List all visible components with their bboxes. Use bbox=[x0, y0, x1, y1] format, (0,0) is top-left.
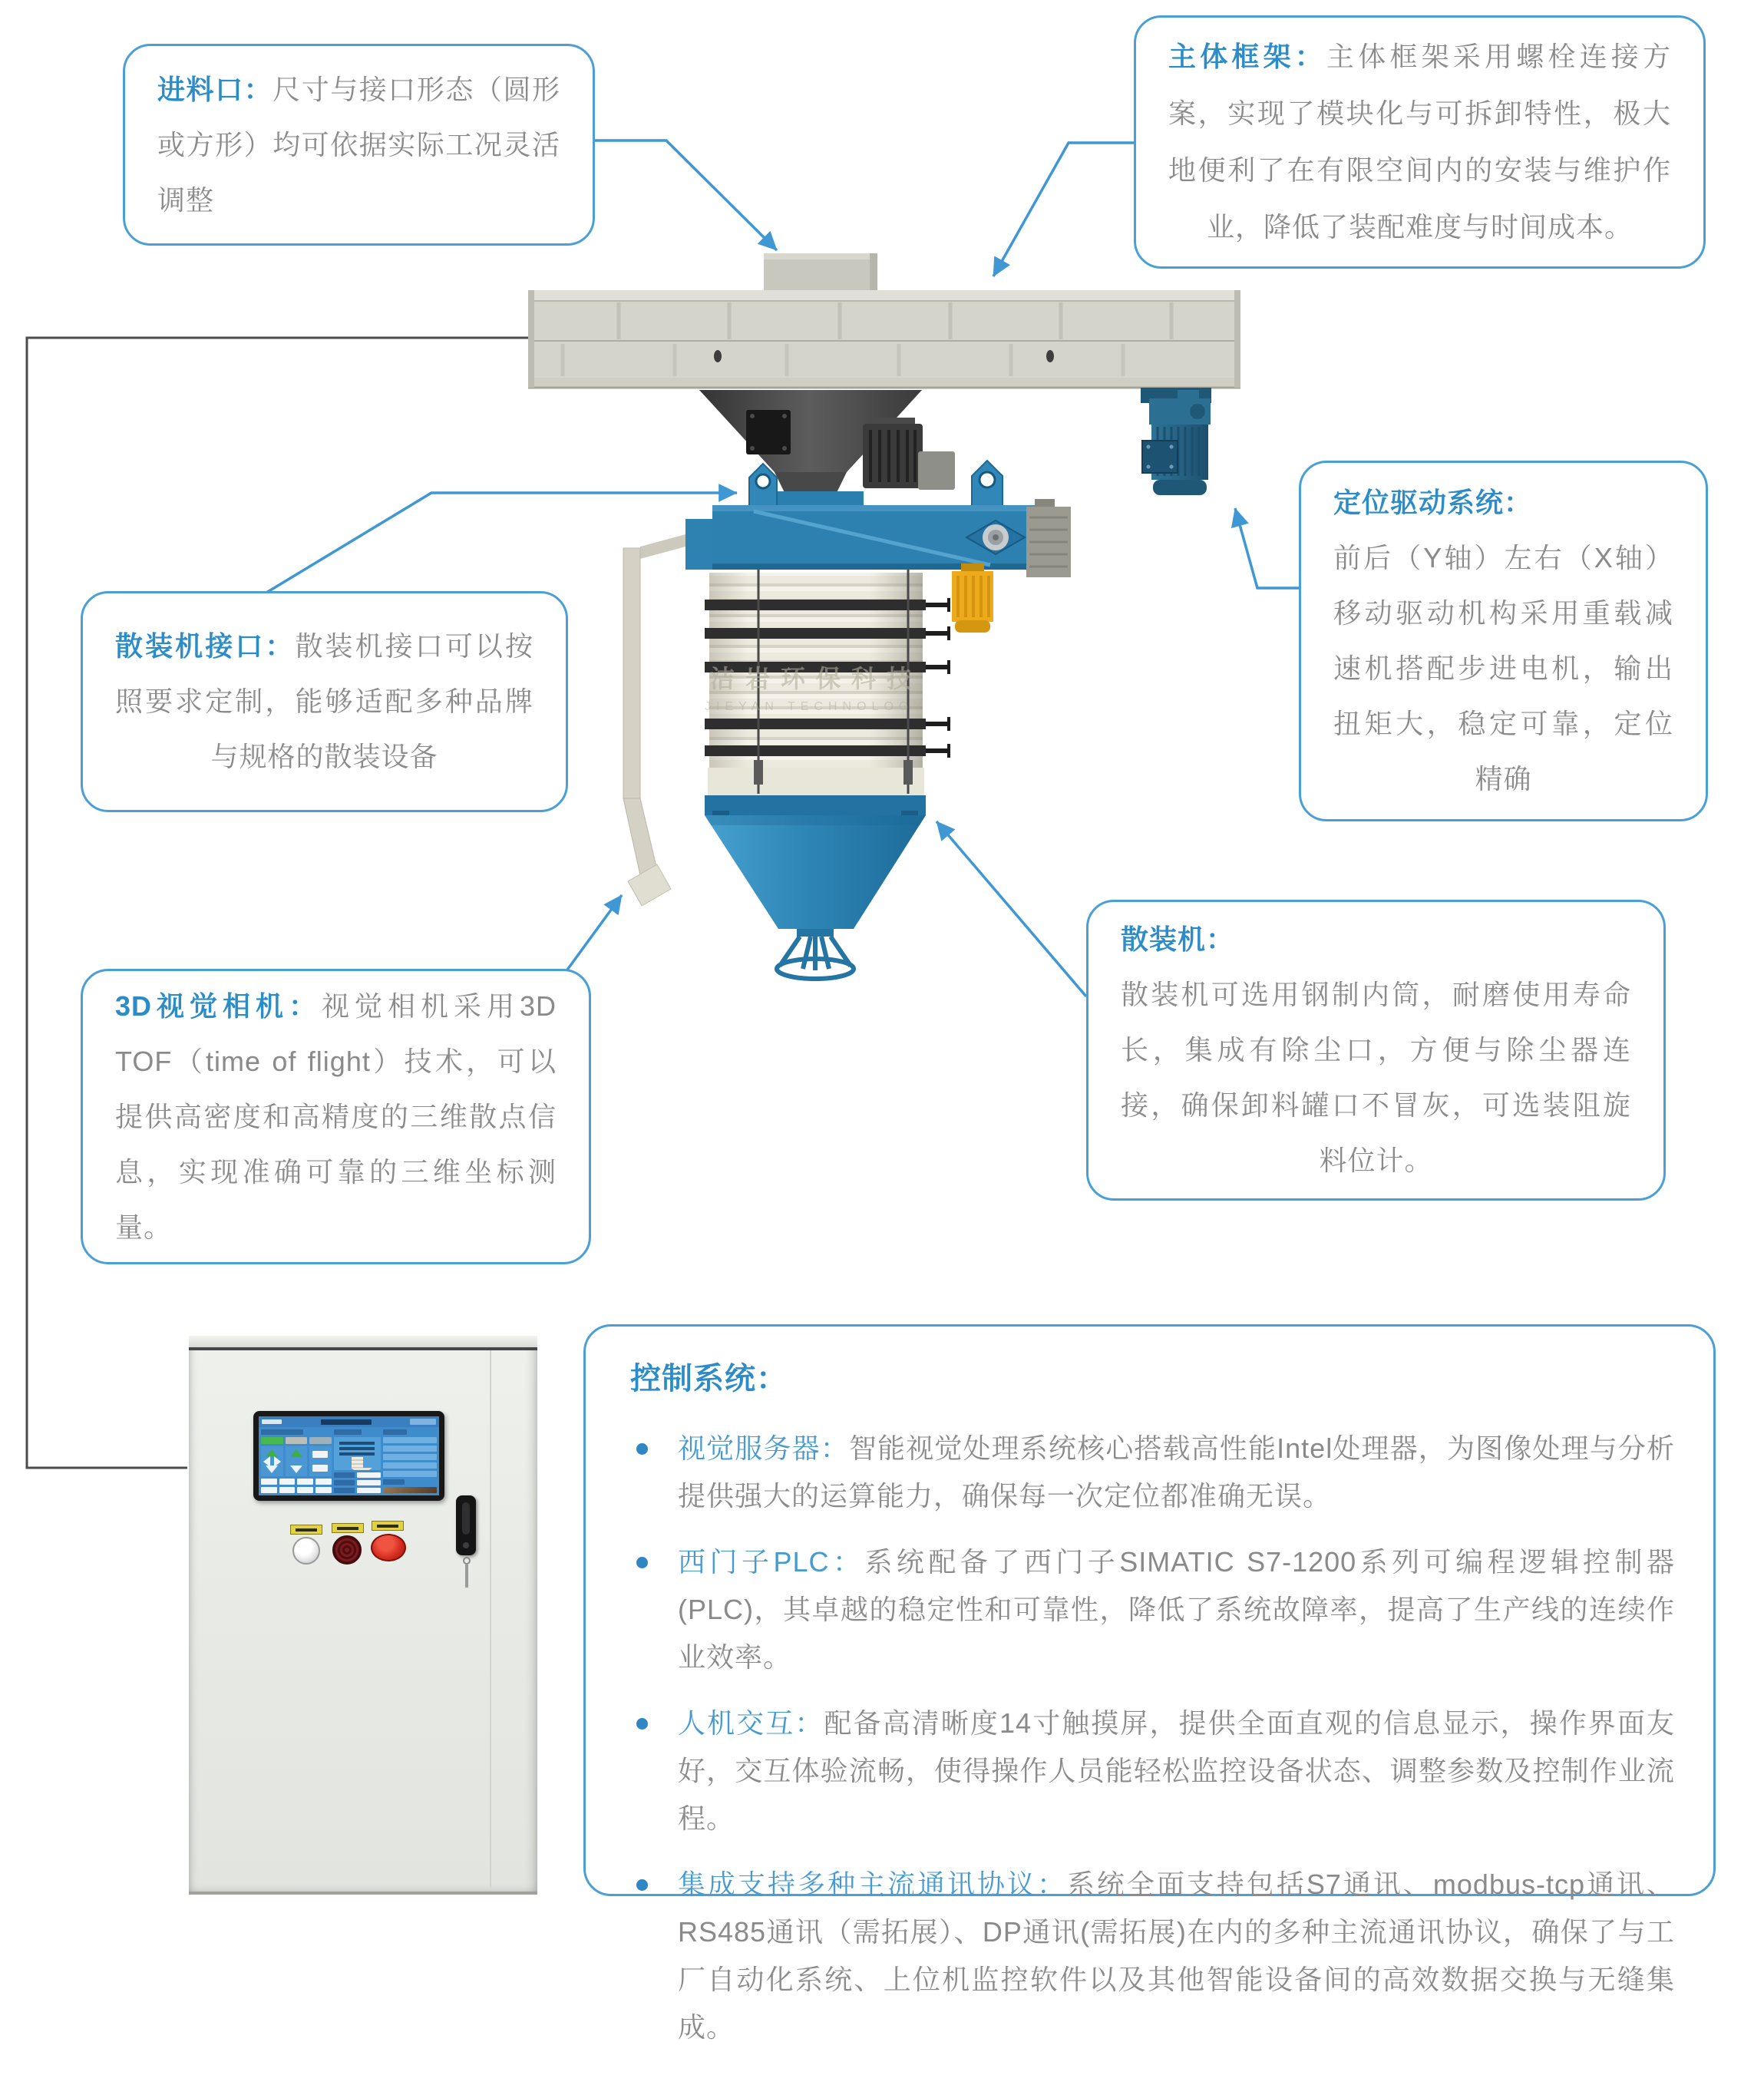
hmi-camera-photo bbox=[383, 1487, 437, 1493]
leader-positioning-drive bbox=[1235, 508, 1299, 588]
beam-hole bbox=[714, 350, 722, 362]
callout-title: 散装机接口： bbox=[115, 630, 296, 662]
door-key bbox=[463, 1557, 471, 1591]
bullet-siemens-plc: 西门子PLC：系统配备了西门子SIMATIC S7-1200系列可编程逻辑控制器(PLC)，其卓越的稳定性和可靠性，降低了系统故障率，提高了生产线的连续作业效率。 bbox=[630, 1538, 1675, 1681]
hmi-panel-status bbox=[383, 1429, 437, 1493]
callout-control-system bbox=[583, 1324, 1716, 2043]
cabinet-lid bbox=[189, 1336, 537, 1347]
callout-title: 3D视觉相机： bbox=[115, 990, 322, 1022]
leader-main-frame bbox=[993, 143, 1134, 276]
power-button-white bbox=[292, 1537, 320, 1565]
door-handle bbox=[456, 1495, 476, 1555]
discharge-cage bbox=[777, 929, 854, 979]
callout-bulk-interface bbox=[81, 591, 568, 812]
left-mount-plate bbox=[685, 519, 716, 570]
hmi-touchscreen bbox=[253, 1411, 444, 1501]
callout-title: 散装机： bbox=[1121, 924, 1235, 955]
hoist-motor-yellow bbox=[952, 563, 993, 633]
main-beam-frame bbox=[528, 290, 1240, 388]
cabinet-door-seam bbox=[490, 1350, 491, 1888]
leader-vision-camera bbox=[566, 895, 622, 972]
tie-rods bbox=[926, 598, 950, 758]
callout-title: 进料口： bbox=[157, 73, 273, 105]
hmi-header-button bbox=[410, 1419, 436, 1425]
callout-title: 定位驱动系统： bbox=[1333, 487, 1533, 518]
watermark-en: JIEYAN TECHNOLOGY bbox=[705, 700, 927, 713]
button-label-tag bbox=[332, 1523, 364, 1533]
callout-body: 散装机接口可以按照要求定制，能够适配多种品牌与规格的散装设备 bbox=[115, 630, 533, 772]
keyhole bbox=[463, 1542, 469, 1548]
watermark-cn: 洁岩环保科技 bbox=[709, 665, 923, 692]
callout-body: 前后（Y轴）左右（X轴）移动驱动机构采用重载减速机搭配步进电机，输出扭矩大，稳定可靠，定位精确 bbox=[1333, 542, 1673, 795]
bullet-dot-icon bbox=[636, 1557, 648, 1568]
bullet-dot-icon bbox=[636, 1879, 648, 1891]
hmi-side-buttons bbox=[309, 1446, 332, 1476]
cabinet-lid-gap bbox=[189, 1347, 537, 1350]
callout-title: 主体框架： bbox=[1168, 41, 1326, 72]
bullet-hmi: 人机交互：配备高清晰度14寸触摸屏，提供全面直观的信息显示，操作界面友好，交互体验流畅，使得操作人员能轻松监控设备状态、调整参数及控制作业流程。 bbox=[630, 1700, 1675, 1842]
alarm-buzzer bbox=[332, 1535, 362, 1565]
control-cabinet bbox=[189, 1336, 537, 1895]
lifting-lug-right bbox=[972, 461, 1003, 507]
callout-body: 主体框架采用螺栓连接方案，实现了模块化与可拆卸特性，极大地便利了在有限空间内的安装与维护作业，降低了装配难度与时间成本。 bbox=[1168, 41, 1671, 243]
callout-bulk-machine bbox=[1086, 900, 1666, 1201]
hmi-panel-controls bbox=[261, 1429, 332, 1493]
feed-inlet-box bbox=[764, 253, 877, 290]
hmi-arrow-pad bbox=[261, 1446, 283, 1476]
button-label-tag bbox=[290, 1525, 322, 1535]
callout-body: 尺寸与接口形态（圆形或方形）均可依据实际工况灵活调整 bbox=[157, 73, 560, 216]
leader-bulk-machine bbox=[937, 821, 1086, 996]
connector-line-cabinet bbox=[27, 338, 528, 1468]
callout-body: 散装机可选用钢制内筒，耐磨使用寿命长，集成有除尘口，方便与除尘器连接，确保卸料罐口不冒灰，可选装阻旋料位计。 bbox=[1121, 979, 1631, 1176]
camera-arm bbox=[623, 534, 685, 906]
drive-motor bbox=[1141, 388, 1211, 495]
emergency-stop-button bbox=[371, 1534, 406, 1561]
vibration-motor bbox=[863, 418, 955, 490]
bullet-protocols: 集成支持多种主流通讯协议：系统全面支持包括S7通讯、modbus-tcp通讯、RS485通讯（需拓展）、DP通讯(需拓展)在内的多种主流通讯协议，确保了与工厂自动化系统、上位机监控软件以及其他智能设备间的高效数据交换与无缝集成。 bbox=[630, 1861, 1675, 2051]
bullet-vision-server: 视觉服务器：智能视觉处理系统核心搭载高性能Intel处理器，为图像处理与分析提供强大的运算能力，确保每一次定位都准确无误。 bbox=[630, 1425, 1675, 1520]
hmi-updown-pad bbox=[286, 1446, 308, 1476]
lifting-lug-left bbox=[749, 464, 777, 507]
cabinet-base bbox=[189, 1892, 537, 1895]
discharge-cone bbox=[705, 795, 926, 929]
beam-hole bbox=[1046, 350, 1054, 362]
bullet-dot-icon bbox=[636, 1443, 648, 1455]
hmi-panel-machine-view bbox=[334, 1429, 381, 1493]
callout-main-frame bbox=[1134, 15, 1706, 269]
control-system-title: 控制系统： bbox=[630, 1362, 788, 1396]
callout-positioning-drive bbox=[1299, 461, 1708, 821]
hmi-logo bbox=[262, 1419, 282, 1424]
callout-feed-inlet bbox=[123, 44, 595, 246]
hmi-title-bar bbox=[321, 1419, 372, 1425]
camera-plate bbox=[628, 864, 671, 906]
bellows bbox=[705, 570, 950, 795]
callout-body: 视觉相机采用3D TOF（time of flight）技术，可以提供高密度和高精度的三维散点信息，实现准确可靠的三维坐标测量。 bbox=[115, 990, 557, 1243]
bullet-dot-icon bbox=[636, 1718, 648, 1730]
hopper bbox=[699, 390, 955, 505]
gearbox bbox=[1026, 499, 1071, 577]
hmi-machine-graphic bbox=[334, 1437, 381, 1470]
leader-feed-inlet bbox=[595, 140, 777, 250]
button-label-tag bbox=[372, 1521, 404, 1531]
callout-vision-camera bbox=[81, 969, 591, 1264]
hmi-header bbox=[259, 1416, 439, 1427]
hmi-screen bbox=[259, 1416, 439, 1495]
